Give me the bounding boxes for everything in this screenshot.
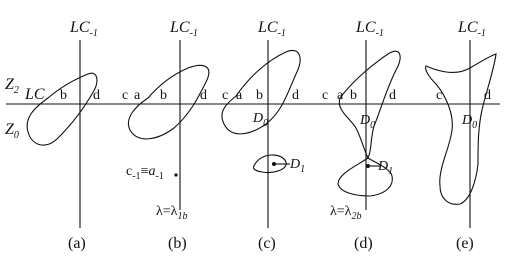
panel-e: [426, 19, 496, 252]
point-d-label: d: [484, 88, 491, 103]
lc-1-axis-label: $LC_{-1}$: [70, 19, 98, 39]
panel-a-caption: (a): [68, 235, 86, 252]
point-d-label: d: [93, 88, 100, 103]
invariant-curve: [128, 65, 208, 139]
panel-c-caption: (c): [258, 235, 276, 252]
point-a-label: a: [134, 88, 141, 103]
point-c-label: c: [222, 88, 229, 103]
panel-e-caption: (e): [456, 235, 474, 252]
d0-label: $D_0$: [253, 111, 269, 129]
invariant-curve: [426, 54, 496, 204]
lc-1-axis-label: $LC_{-1}$: [458, 19, 486, 39]
lc-label: LC: [25, 86, 45, 103]
panel-c: [222, 19, 305, 252]
point-d-label: d: [200, 88, 207, 103]
z2-label: $Z_2$: [5, 76, 19, 96]
d0-label: $D_0$: [360, 113, 376, 131]
point-a-label: a: [337, 88, 344, 103]
d1-point: [366, 164, 370, 168]
panel-d-caption: (d): [354, 235, 373, 252]
point-b-label: b: [60, 88, 67, 103]
d0-label: $D_0$: [462, 113, 478, 131]
panel-a: [27, 19, 100, 252]
point-a-label: a: [236, 88, 243, 103]
lc-1-axis-label: $LC_{-1}$: [356, 19, 384, 39]
point-b-label: b: [256, 88, 263, 103]
invariant-curve: [339, 51, 400, 158]
point-d-label: d: [292, 88, 299, 103]
z0-label: $Z_0$: [5, 121, 19, 141]
point-b-label: b: [350, 88, 357, 103]
point-c-label: c: [436, 88, 443, 103]
panel-b: [122, 19, 209, 252]
point-c-label: c: [322, 88, 329, 103]
panel-d: [322, 19, 400, 252]
d1-label: $D_1$: [378, 159, 394, 177]
d1-label: $D_1$: [290, 157, 306, 175]
point-b-label: b: [160, 88, 167, 103]
point-c-label: c: [122, 88, 129, 103]
c1-a1-point: [174, 173, 177, 176]
c1-equiv-a1-label: $c_{-1}\equiv a_{-1}$: [126, 164, 164, 182]
d1-point: [272, 162, 276, 166]
lambda-1b-label: $\lambda=\lambda_{1b}$: [156, 204, 188, 222]
point-d-label: d: [389, 88, 396, 103]
panel-b-caption: (b): [168, 235, 187, 252]
invariant-curve: [27, 73, 97, 145]
lc-1-axis-label: $LC_{-1}$: [170, 19, 198, 39]
lambda-2b-label: $\lambda=\lambda_{2b}$: [330, 204, 362, 222]
lc-1-axis-label: $LC_{-1}$: [258, 19, 286, 39]
